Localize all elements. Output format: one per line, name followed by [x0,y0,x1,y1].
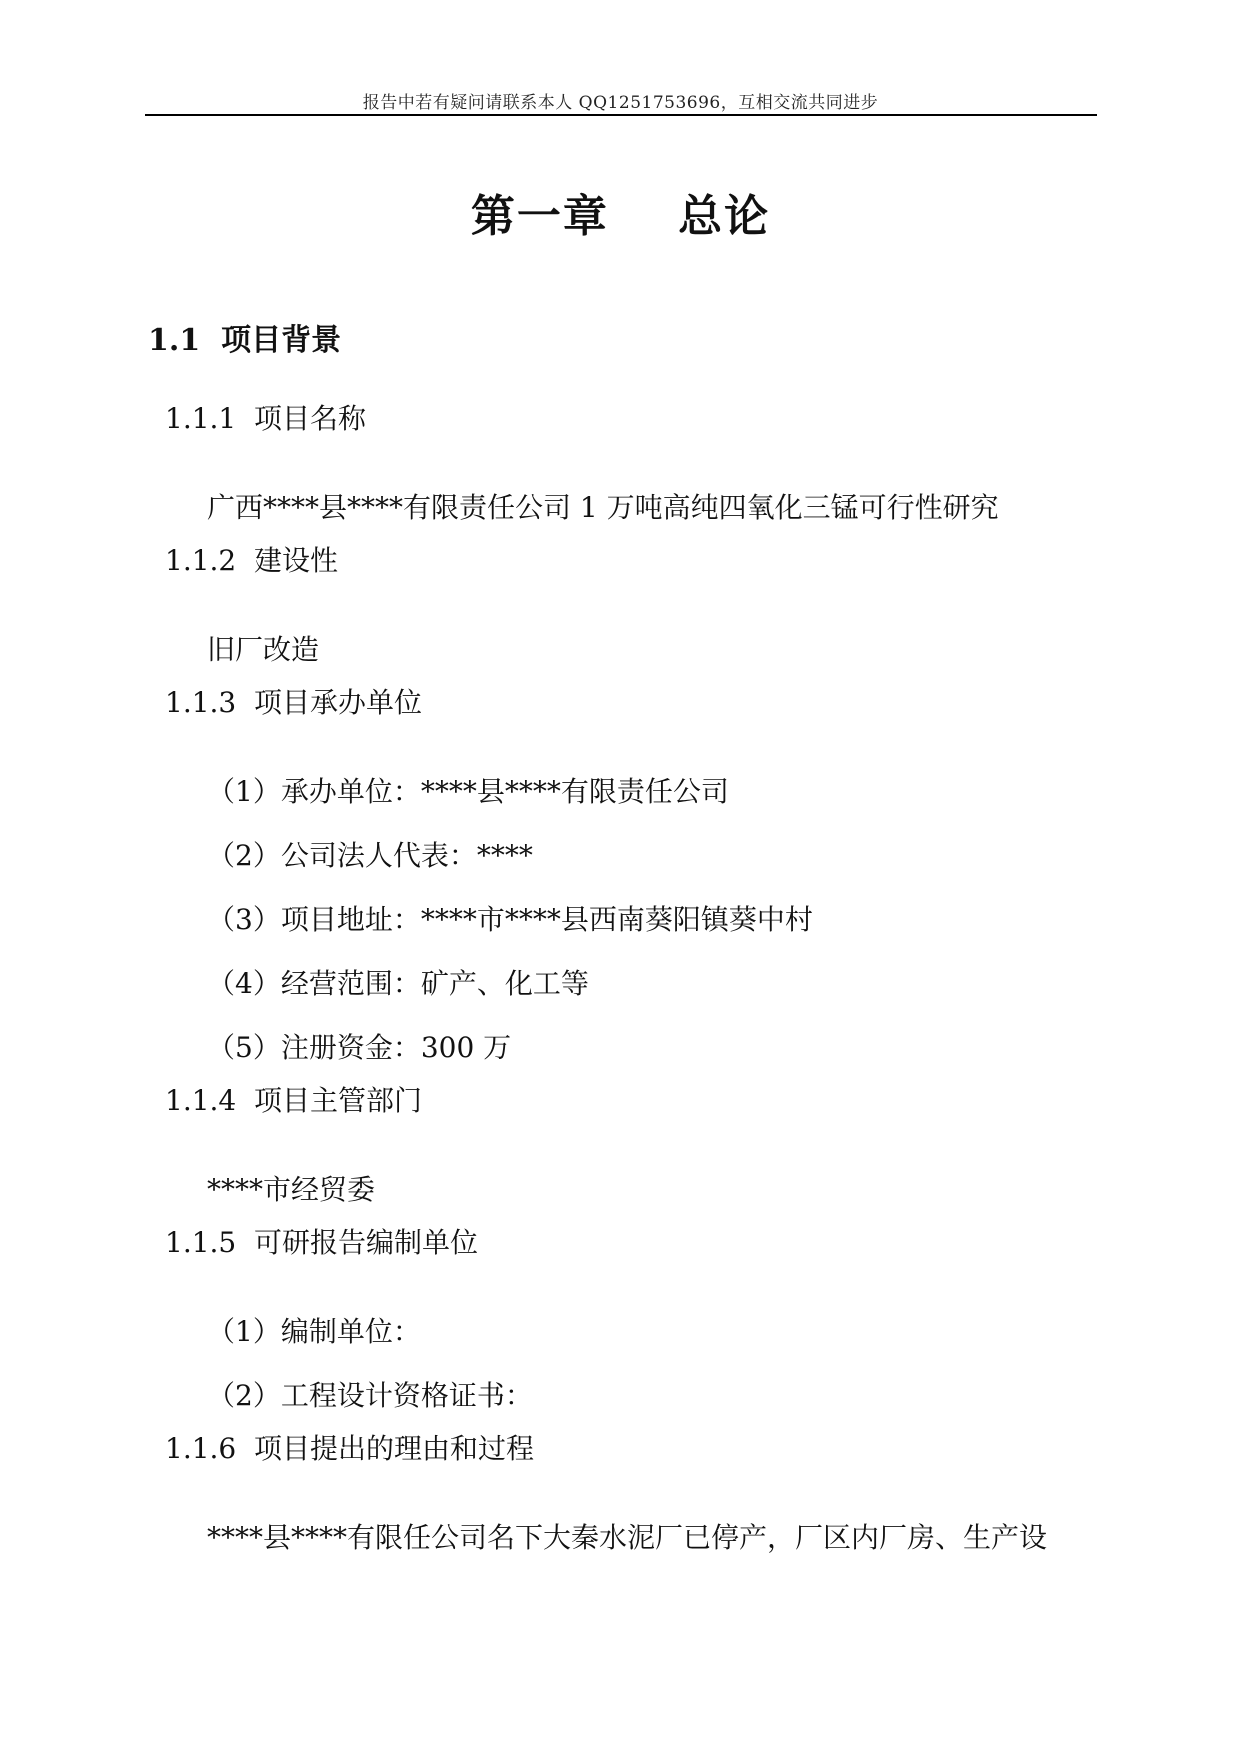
paragraph-project-name: 广西****县****有限责任公司 1 万吨高纯四氧化三锰可行性研究 [207,491,999,524]
chapter-title: 第一章 总论 [470,191,771,242]
subsection-title-project-name: 1.1.1 项目名称 [165,402,367,435]
paragraph-construction-type: 旧厂改造 [207,633,320,666]
subsection-title-construction-type: 1.1.2 建设性 [165,544,339,577]
list-item: （2）公司法人代表：**** [207,839,533,872]
list-item: （1）编制单位： [207,1315,421,1348]
list-item: （1）承办单位：****县****有限责任公司 [207,775,729,808]
list-item: （2）工程设计资格证书： [207,1379,533,1412]
paragraph-project-rationale: ****县****有限任公司名下大秦水泥厂已停产，厂区内厂房、生产设 [207,1521,1048,1554]
subsection-title-project-rationale: 1.1.6 项目提出的理由和过程 [165,1432,535,1465]
section-title: 1.1 项目背景 [148,323,342,358]
list-item: （4）经营范围：矿产、化工等 [207,967,589,1000]
subsection-title-sponsor: 1.1.3 项目承办单位 [165,686,423,719]
subsection-title-report-preparer: 1.1.5 可研报告编制单位 [165,1226,479,1259]
subsection-title-authority: 1.1.4 项目主管部门 [165,1084,423,1117]
paragraph-authority: ****市经贸委 [207,1173,376,1206]
header-divider [145,114,1097,116]
list-item: （3）项目地址：****市****县西南葵阳镇葵中村 [207,903,813,936]
page-header: 报告中若有疑问请联系本人 QQ1251753696，互相交流共同进步 [362,93,879,113]
list-item: （5）注册资金：300 万 [207,1031,512,1064]
